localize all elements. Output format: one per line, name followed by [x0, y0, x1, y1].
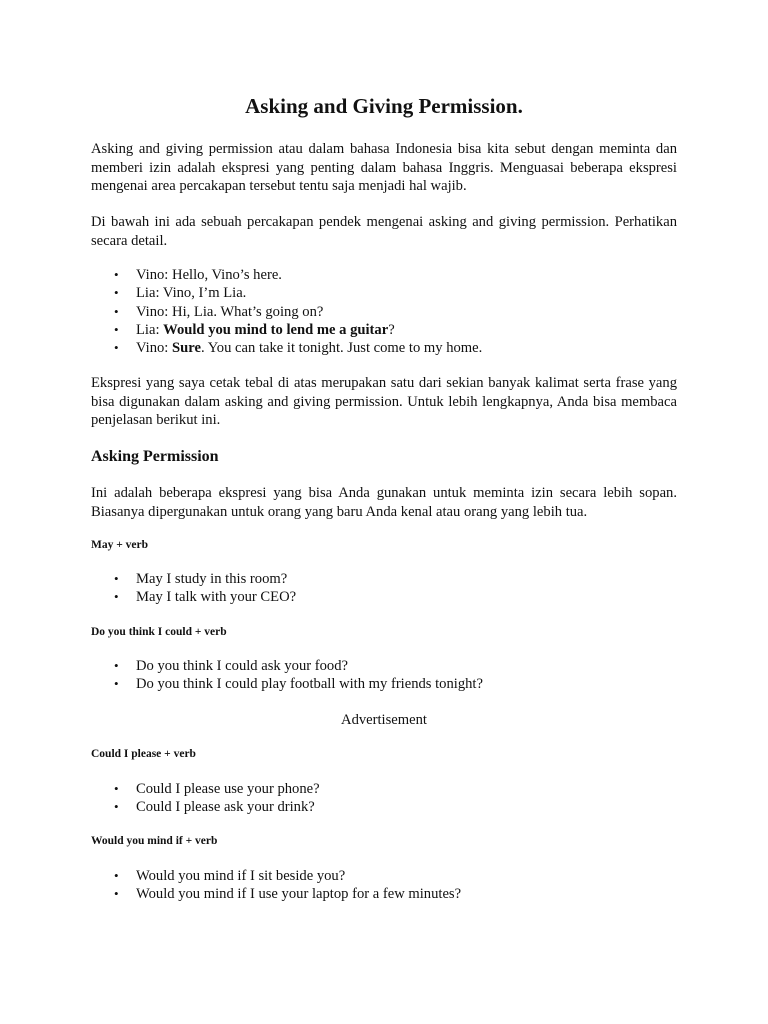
list-item: • Do you think I could ask your food?: [114, 658, 348, 674]
bullet-icon: •: [114, 589, 119, 605]
bullet-icon: •: [114, 571, 119, 586]
bullet-icon: •: [114, 285, 119, 301]
asking-intro-paragraph: Ini adalah beberapa ekspresi yang bisa Anda gunakan untuk meminta izin secara lebih sopan. Biasanya dipergunakan untuk orang yang baru Anda kenal atau orang yang lebih tua.: [91, 485, 677, 520]
section-heading-may: May + verb: [91, 539, 149, 551]
section-list-could-i-please: [91, 780, 677, 817]
bold-expression: Sure: [172, 340, 201, 357]
bullet-icon: •: [114, 886, 119, 902]
bullet-icon: •: [114, 340, 119, 356]
bullet-icon: •: [114, 658, 119, 673]
section-list-would-you-mind: [91, 867, 677, 904]
bold-expression: Would you mind to lend me a guitar: [163, 321, 389, 338]
dialogue-line: • Vino: Hello, Vino’s here.: [114, 267, 282, 283]
bullet-icon: •: [114, 267, 119, 282]
section-list-do-you-think: [91, 657, 677, 694]
list-item: • Would you mind if I sit beside you?: [114, 868, 346, 884]
section-heading-would-you-mind: Would you mind if + verb: [91, 835, 218, 847]
advertisement-label: Advertisement: [341, 712, 427, 728]
section-heading-do-you-think: Do you think I could + verb: [91, 626, 227, 638]
bullet-icon: •: [114, 799, 119, 815]
bullet-icon: •: [114, 781, 119, 796]
explanation-paragraph: Ekspresi yang saya cetak tebal di atas merupakan satu dari sekian banyak kalimat serta frase yang bisa digunakan dalam asking and giving permission. Untuk lebih lengkapnya, Anda bisa membaca penjelasan berikut ini.: [91, 375, 677, 429]
dialogue-line: • Vino: Sure. You can take it tonight. Just come to my home.: [114, 340, 483, 357]
section-heading-could-i-please: Could I please + verb: [91, 748, 196, 760]
dialogue-line: • Vino: Hi, Lia. What’s going on?: [114, 303, 324, 320]
section-list-may: [91, 570, 677, 607]
list-item: • Do you think I could play football with my friends tonight?: [114, 676, 483, 693]
list-item: • Could I please ask your drink?: [114, 799, 315, 816]
list-item: • Could I please use your phone?: [114, 781, 320, 797]
bullet-icon: •: [114, 676, 119, 692]
page-title: Asking and Giving Permission.: [245, 94, 523, 118]
bullet-icon: •: [114, 868, 119, 883]
intro-paragraph-1: Asking and giving permission atau dalam bahasa Indonesia bisa kita sebut dengan meminta dan memberi izin adalah ekspresi yang penting dalam bahasa Inggris. Menguasai beberapa ekspresi mengenai area percakapan tersebut tentu saja menjadi hal wajib.: [91, 141, 677, 195]
list-item: • Would you mind if I use your laptop for a few minutes?: [114, 886, 462, 903]
dialogue-list: [91, 266, 677, 357]
dialogue-line: • Lia: Would you mind to lend me a guitar?: [114, 321, 395, 338]
bullet-icon: •: [114, 303, 119, 319]
list-item: • May I talk with your CEO?: [114, 589, 297, 606]
asking-permission-heading: Asking Permission: [91, 448, 219, 465]
list-item: • May I study in this room?: [114, 571, 288, 587]
dialogue-line: • Lia: Vino, I’m Lia.: [114, 285, 247, 302]
intro-paragraph-2: Di bawah ini ada sebuah percakapan pendek mengenai asking and giving permission. Perhatikan secara detail.: [91, 214, 677, 249]
bullet-icon: •: [114, 321, 119, 337]
